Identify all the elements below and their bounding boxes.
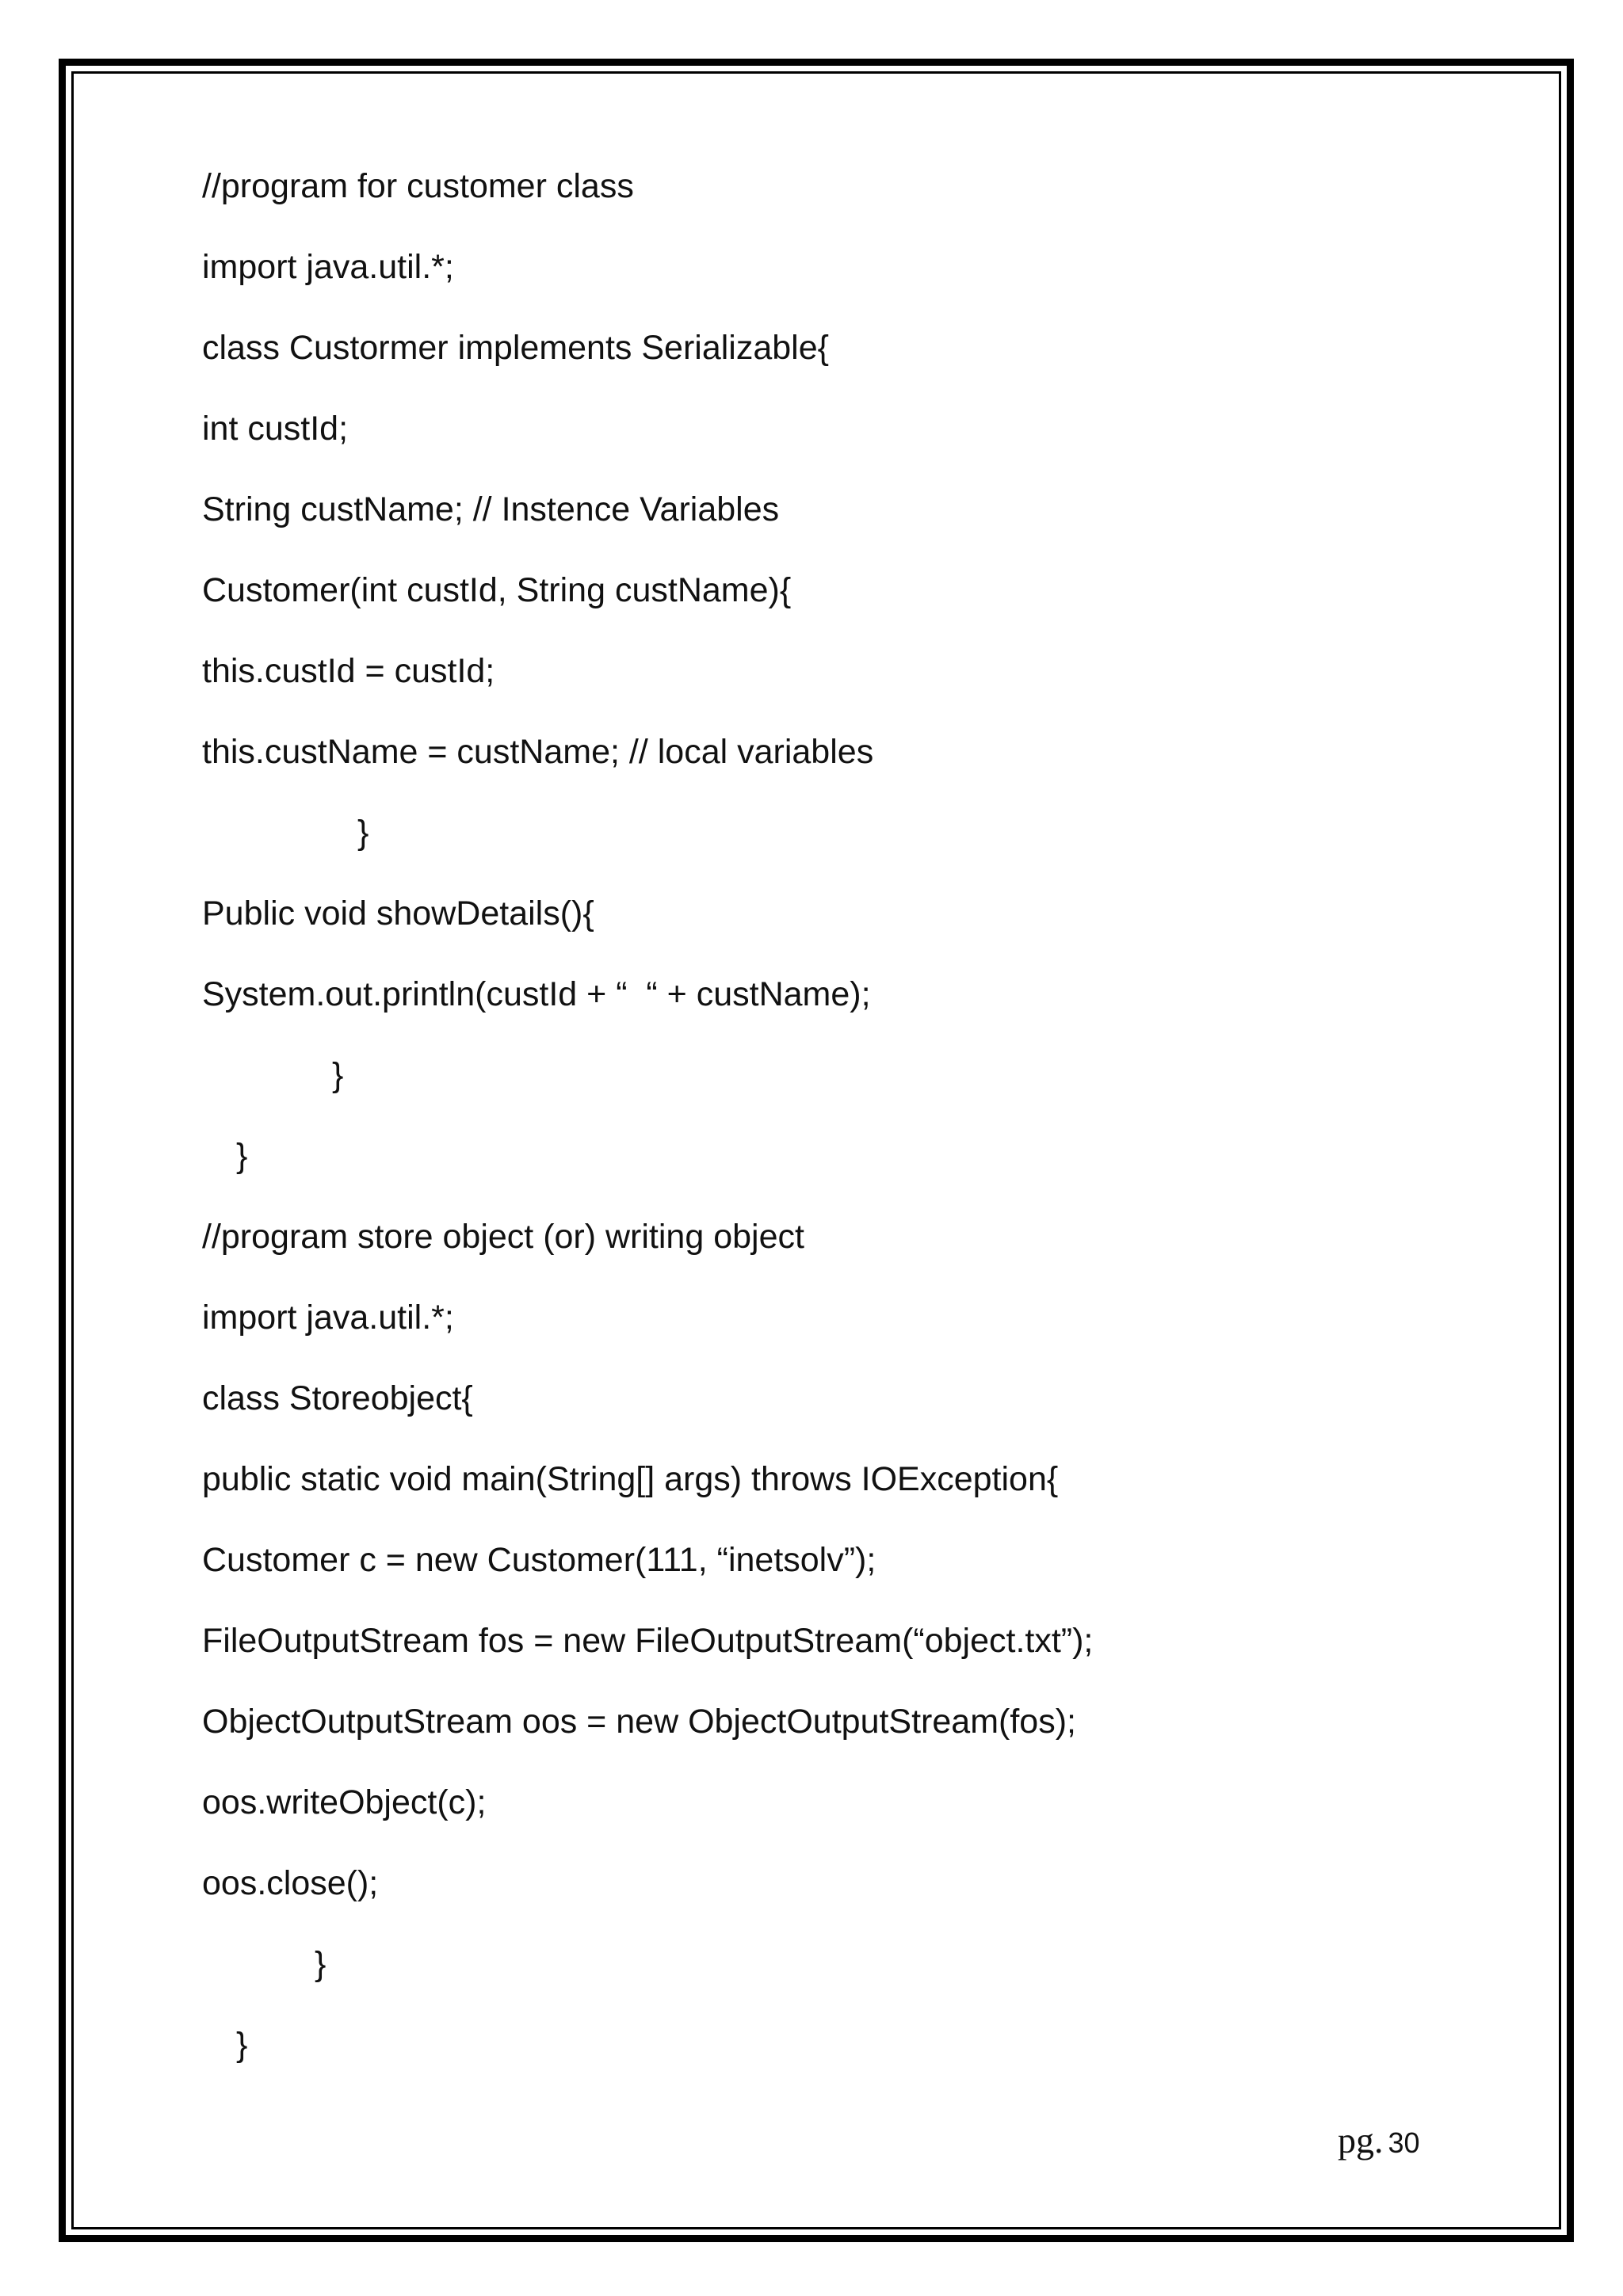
code-line: oos.writeObject(c); [202, 1783, 487, 1821]
code-line: } [357, 814, 369, 852]
code-line: public static void main(String[] args) throws IOException{ [202, 1460, 1059, 1498]
code-line: //program store object (or) writing object [202, 1218, 804, 1256]
code-line: oos.close(); [202, 1864, 379, 1902]
code-line: Customer(int custId, String custName){ [202, 571, 792, 609]
code-line: } [236, 2026, 248, 2064]
page-footer [1338, 2119, 1420, 2161]
code-line: Public void showDetails(){ [202, 894, 594, 933]
code-line: System.out.println(custId + “ “ + custName); [202, 975, 871, 1013]
code-line: class Storeobject{ [202, 1379, 473, 1417]
code-line: } [315, 1945, 327, 1983]
code-line: this.custName = custName; // local variables [202, 733, 874, 771]
page-label: pg. [1338, 2120, 1384, 2161]
code-line: //program for customer class [202, 167, 634, 205]
code-line: int custId; [202, 410, 349, 448]
code-line: import java.util.*; [202, 248, 454, 286]
code-line: FileOutputStream fos = new FileOutputStream(“object.txt”); [202, 1622, 1094, 1660]
code-line: } [236, 1137, 248, 1175]
code-line: String custName; // Instence Variables [202, 490, 780, 528]
code-line: } [332, 1056, 344, 1094]
code-line: import java.util.*; [202, 1299, 454, 1337]
code-line: Customer c = new Customer(111, “inetsolv”); [202, 1541, 876, 1579]
code-line: this.custId = custId; [202, 652, 495, 690]
code-line: ObjectOutputStream oos = new ObjectOutputStream(fos); [202, 1703, 1076, 1741]
page-number: 30 [1388, 2126, 1420, 2159]
code-line: class Custormer implements Serializable{ [202, 329, 830, 367]
